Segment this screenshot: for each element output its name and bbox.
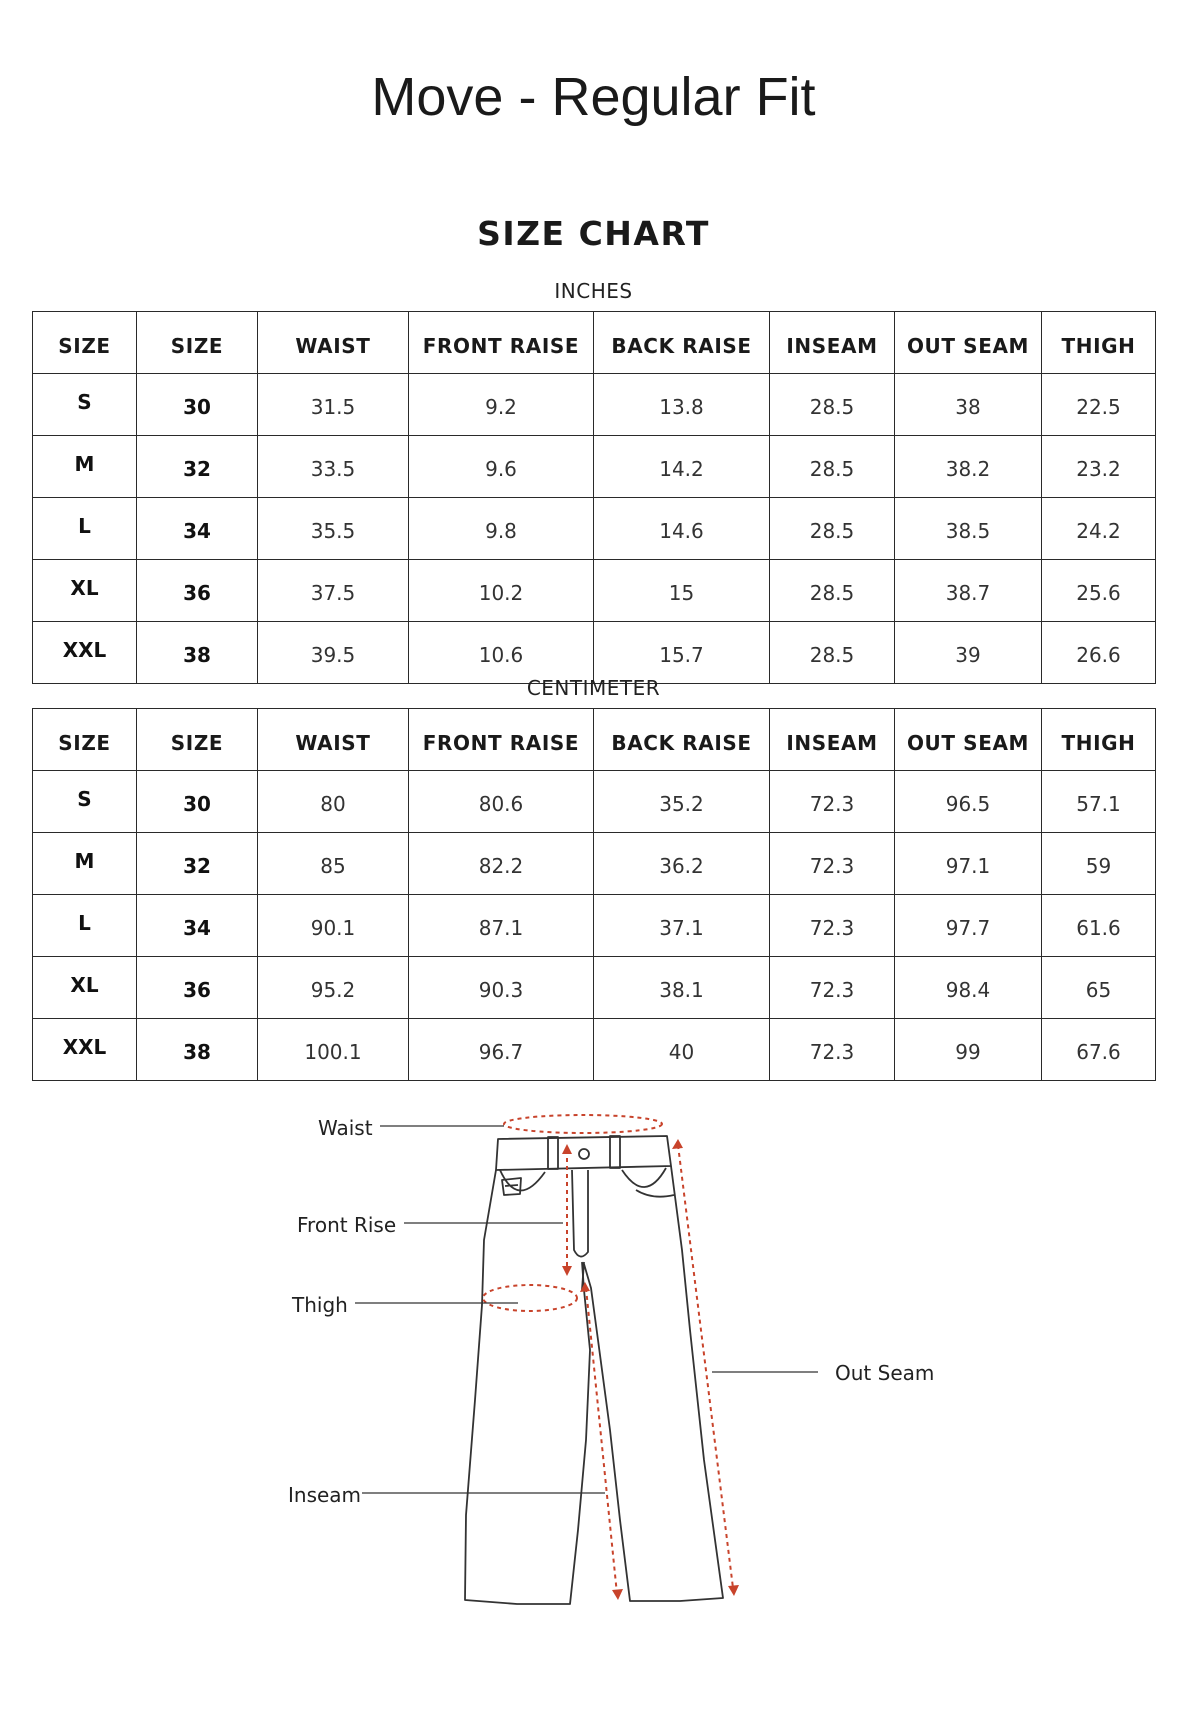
table-row <box>33 1019 1156 1081</box>
measurement-cell: 100.1 <box>258 1019 409 1081</box>
size-label-cell: L <box>33 498 137 560</box>
measurement-cell: 90.1 <box>258 895 409 957</box>
column-header-1: SIZE <box>137 312 258 374</box>
pants-measurement-diagram <box>0 1080 1187 1640</box>
table-row <box>33 895 1156 957</box>
measurement-cell: 22.5 <box>1042 374 1156 436</box>
column-header-7: THIGH <box>1042 709 1156 771</box>
measurement-cell: 37.1 <box>594 895 770 957</box>
column-header-5: INSEAM <box>770 312 895 374</box>
size-number-cell: 38 <box>137 622 258 684</box>
measurement-cell: 67.6 <box>1042 1019 1156 1081</box>
size-label-cell: S <box>33 771 137 833</box>
measurement-cell: 72.3 <box>770 957 895 1019</box>
inches-size-table <box>32 311 1156 684</box>
column-header-0: SIZE <box>33 709 137 771</box>
size-number-cell: 34 <box>137 498 258 560</box>
page-title: Move - Regular Fit <box>371 67 816 127</box>
measurement-cell: 97.7 <box>895 895 1042 957</box>
measurement-cell: 39 <box>895 622 1042 684</box>
column-header-5: INSEAM <box>770 709 895 771</box>
inseam-measure-line <box>586 1288 617 1594</box>
measurement-cell: 33.5 <box>258 436 409 498</box>
measurement-cell: 61.6 <box>1042 895 1156 957</box>
measurement-cell: 72.3 <box>770 895 895 957</box>
column-header-2: WAIST <box>258 312 409 374</box>
thigh-measure-ellipse <box>483 1285 577 1311</box>
waist-label: Waist <box>318 1116 373 1140</box>
waist-measure-ellipse <box>504 1115 662 1133</box>
measurement-cell: 13.8 <box>594 374 770 436</box>
measurement-cell: 14.6 <box>594 498 770 560</box>
measurement-cell: 38 <box>895 374 1042 436</box>
column-header-7: THIGH <box>1042 312 1156 374</box>
measurement-cell: 24.2 <box>1042 498 1156 560</box>
column-header-3: FRONT RAISE <box>409 312 594 374</box>
table-header-row <box>33 312 1156 374</box>
measurement-cell: 99 <box>895 1019 1042 1081</box>
inseam-label: Inseam <box>288 1483 362 1507</box>
inches-label: INCHES <box>554 279 633 303</box>
measurement-cell: 38.5 <box>895 498 1042 560</box>
measurement-cell: 28.5 <box>770 374 895 436</box>
size-number-cell: 34 <box>137 895 258 957</box>
measurement-cell: 35.2 <box>594 771 770 833</box>
size-label-cell: S <box>33 374 137 436</box>
measurement-cell: 9.2 <box>409 374 594 436</box>
size-number-cell: 30 <box>137 374 258 436</box>
column-header-6: OUT SEAM <box>895 312 1042 374</box>
size-label-cell: XXL <box>33 1019 137 1081</box>
size-number-cell: 36 <box>137 957 258 1019</box>
front-rise-label: Front Rise <box>297 1213 397 1237</box>
measurement-cell: 95.2 <box>258 957 409 1019</box>
table-row <box>33 622 1156 684</box>
measurement-cell: 72.3 <box>770 771 895 833</box>
measurement-cell: 40 <box>594 1019 770 1081</box>
thigh-label: Thigh <box>292 1293 348 1317</box>
measurement-cell: 14.2 <box>594 436 770 498</box>
measurement-cell: 35.5 <box>258 498 409 560</box>
table-row <box>33 771 1156 833</box>
table-row <box>33 957 1156 1019</box>
measurement-cell: 38.7 <box>895 560 1042 622</box>
measurement-cell: 10.6 <box>409 622 594 684</box>
out-seam-label: Out Seam <box>835 1361 935 1385</box>
table-row <box>33 833 1156 895</box>
table-row <box>33 498 1156 560</box>
measurement-cell: 9.8 <box>409 498 594 560</box>
measurement-cell: 28.5 <box>770 560 895 622</box>
size-label-cell: XL <box>33 957 137 1019</box>
measurement-cell: 98.4 <box>895 957 1042 1019</box>
measurement-cell: 38.2 <box>895 436 1042 498</box>
table-header-row <box>33 709 1156 771</box>
measurement-cell: 57.1 <box>1042 771 1156 833</box>
column-header-6: OUT SEAM <box>895 709 1042 771</box>
size-number-cell: 32 <box>137 436 258 498</box>
measurement-cell: 9.6 <box>409 436 594 498</box>
measurement-cell: 39.5 <box>258 622 409 684</box>
size-number-cell: 30 <box>137 771 258 833</box>
measurement-cell: 36.2 <box>594 833 770 895</box>
size-label-cell: M <box>33 436 137 498</box>
column-header-4: BACK RAISE <box>594 312 770 374</box>
measurement-cell: 59 <box>1042 833 1156 895</box>
column-header-4: BACK RAISE <box>594 709 770 771</box>
column-header-1: SIZE <box>137 709 258 771</box>
measurement-cell: 96.7 <box>409 1019 594 1081</box>
size-number-cell: 36 <box>137 560 258 622</box>
measurement-cell: 72.3 <box>770 833 895 895</box>
measurement-cell: 82.2 <box>409 833 594 895</box>
size-chart-heading: SIZE CHART <box>477 214 710 253</box>
measurement-cell: 28.5 <box>770 498 895 560</box>
measurement-cell: 28.5 <box>770 436 895 498</box>
centimeter-size-table <box>32 708 1156 1081</box>
measurement-cell: 31.5 <box>258 374 409 436</box>
measurement-cell: 96.5 <box>895 771 1042 833</box>
size-label-cell: L <box>33 895 137 957</box>
column-header-3: FRONT RAISE <box>409 709 594 771</box>
measurement-cell: 72.3 <box>770 1019 895 1081</box>
measurement-cell: 90.3 <box>409 957 594 1019</box>
out-seam-measure-line <box>678 1145 733 1588</box>
table-row <box>33 436 1156 498</box>
size-label-cell: M <box>33 833 137 895</box>
table-row <box>33 374 1156 436</box>
measurement-cell: 28.5 <box>770 622 895 684</box>
size-label-cell: XXL <box>33 622 137 684</box>
measurement-cell: 37.5 <box>258 560 409 622</box>
column-header-0: SIZE <box>33 312 137 374</box>
column-header-2: WAIST <box>258 709 409 771</box>
measurement-cell: 85 <box>258 833 409 895</box>
measurement-cell: 65 <box>1042 957 1156 1019</box>
measurement-cell: 23.2 <box>1042 436 1156 498</box>
size-number-cell: 32 <box>137 833 258 895</box>
measurement-cell: 80.6 <box>409 771 594 833</box>
measurement-cell: 80 <box>258 771 409 833</box>
table-row <box>33 560 1156 622</box>
measurement-cell: 26.6 <box>1042 622 1156 684</box>
centimeter-label: CENTIMETER <box>526 676 661 700</box>
measurement-cell: 25.6 <box>1042 560 1156 622</box>
size-label-cell: XL <box>33 560 137 622</box>
measurement-cell: 87.1 <box>409 895 594 957</box>
measurement-cell: 10.2 <box>409 560 594 622</box>
measurement-cell: 38.1 <box>594 957 770 1019</box>
size-number-cell: 38 <box>137 1019 258 1081</box>
measurement-cell: 97.1 <box>895 833 1042 895</box>
measurement-cell: 15.7 <box>594 622 770 684</box>
measurement-cell: 15 <box>594 560 770 622</box>
